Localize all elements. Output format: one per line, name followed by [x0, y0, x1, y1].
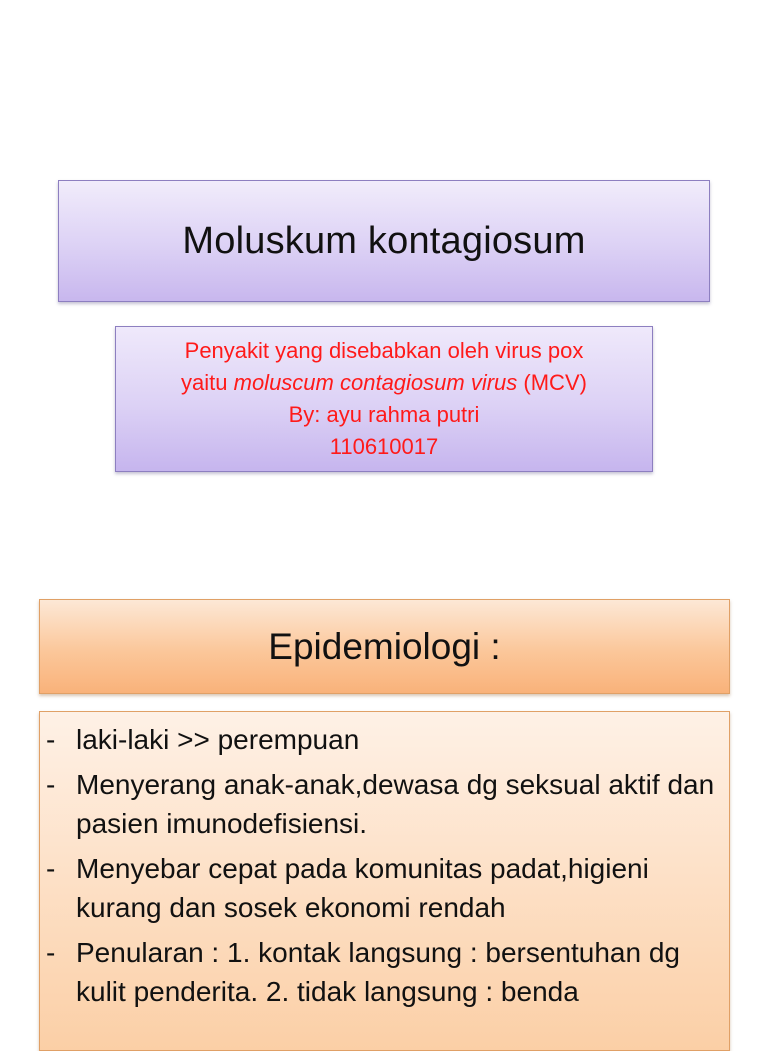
bullet-text: Menyebar cepat pada komunitas padat,higieni kurang dan sosek ekonomi rendah: [76, 853, 649, 923]
subtitle-line-2: [181, 367, 587, 399]
subtitle-line-1: Penyakit yang disebabkan oleh virus pox: [184, 338, 584, 363]
subtitle-author: By: ayu rahma putri: [288, 402, 480, 427]
slide1-title-box: [58, 180, 710, 302]
subtitle-id-number: 110610017: [329, 434, 439, 459]
bullet-item: [40, 933, 721, 1011]
slide2-heading: Epidemiologi :: [268, 625, 501, 667]
bullet-text: Menyerang anak-anak,dewasa dg seksual aktif dan pasien imunodefisiensi.: [76, 769, 715, 839]
subtitle-line-2-prefix: yaitu: [181, 370, 234, 395]
bullet-item: [40, 720, 721, 759]
bullet-marker: -: [46, 853, 56, 884]
bullet-item: [40, 765, 721, 843]
slide2-body-box: [39, 711, 730, 1051]
bullet-item: [40, 849, 721, 927]
bullet-marker: -: [46, 724, 56, 755]
bullet-marker: -: [46, 769, 56, 800]
bullet-text: Penularan : 1. kontak langsung : bersentuhan dg kulit penderita. 2. tidak langsung : benda: [76, 937, 680, 1007]
slide2-header-box: [39, 599, 730, 694]
bullet-marker: -: [46, 937, 56, 968]
subtitle-virus-name: moluscum contagiosum virus: [233, 370, 518, 395]
bullet-text: laki-laki >> perempuan: [76, 724, 360, 755]
slide1-title: Moluskum kontagiosum: [182, 219, 586, 262]
bullet-list: [40, 720, 721, 1011]
subtitle-line-2-suffix: (MCV): [517, 370, 587, 395]
slide1-subtitle-box: [115, 326, 653, 472]
